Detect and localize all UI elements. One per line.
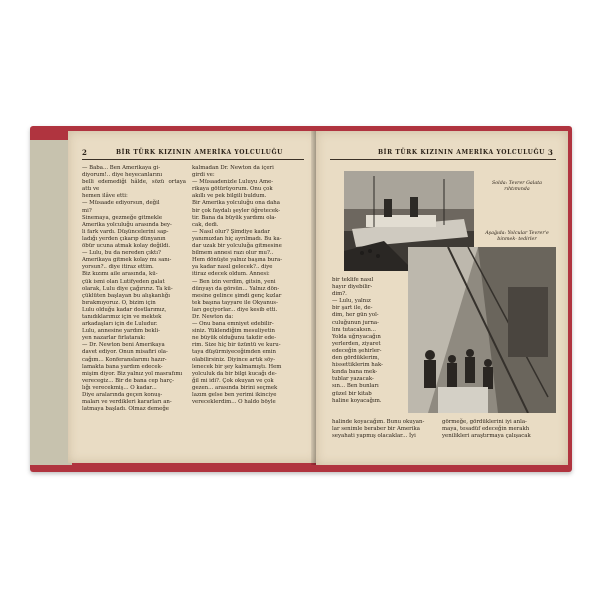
cover-inner-board (30, 140, 72, 465)
left-page (68, 131, 318, 463)
right-page-bottom-text-left: halinde koyacağım. Bunu okuyan- lar senimle beraber bir Amerika seyahati yapmış olacaklar... İyi (332, 419, 425, 440)
left-page-number: 2 (82, 148, 87, 157)
right-page (316, 131, 568, 465)
left-page-column-1: — Baba... Ben Amerikaya gi- diyorum!.. diye heyecanlarını belli edemediği hâlde, sözü ortaya attı ve hemen ilâve etti: — Müsaade ediyorsun, değil mi? Sinemaya, gezmeğe gitmekle Amerika yolculuğu arasında bey- li fark vardı. Düşüncelerini sap- ladığı yerden çıkarıp dünyanın öbür ucuna atmak kolay değildi. — Lulu, bu da nereden çıktı? Amerikaya gitmek kolay mı sanı- yorsun?.. diye itiraz ettim. Biz kızımı aile arasında, kü- çük ismi olan Lutifyeden galat olarak, Lulu diye çağırırız. Ta kü- çüklüten başlayan bu alışkanlığı bırakmıyoruz. O, bizim için Lulu olduğu kadar dostlarımız, tanıdıklarımız için ve mektek arkadaşları için de Luludur. Lulu, annesine yardım bekli- yen nazarlar fırlatarak: — Dr. Newton beni Amerikaya davet ediyor. Onun misafiri ola- cağım... Konferanslarımı hazır- lamakta bana yardım edecek- mişim diyor. Biz yalnız yol masrafımı verecegiz... Bir de bana cep harç- lığı verecekmiş... O kadar... Diye aralarında geçen konuş- maları ve verdikleri kararları an- latmaya başladı. Olmaz demeğe (82, 165, 186, 413)
left-running-title: BİR TÜRK KIZININ AMERİKA YOLCULUĞU (116, 149, 284, 156)
right-page-bottom-text-right: görmeğe, gördüklerini iyi anla- maya, tesadüf edeceğin merakh yenilikleri araştırmaya çalışacak (442, 419, 531, 440)
left-header-rule (82, 159, 304, 160)
left-page-column-2: kalmadan Dr. Newton da içeri girdi ve: — Müsaadenizle Luluyu Ame- rikaya götürüyorum. Onu çok akıllı ve pek bilgili buldum. Bir Amerika yolculuğu ona daha bir çok faydalı şeyler öğretecek- tir. Bana da büyük yardımı ola- cak, dedi. — Nasıl olur? Şimdiye kadar yanımızdan hiç ayrılmadı. Bu ka- dar uzak bir yolculuğa gitmesine bilmem annesi razı olur mu?.. Hem dönüşte yalnız başına bura- ya kadar nasıl gelecek?.. diye itiraz edecek oldum. Annesi: — Ben izin verdim, gitsin, yeni dünyayı da görsün... Yalnız dön- mesine gelince şimdi genç kızlar tek başına tayyare ile Okyanus- ları geçiyorlar... diye kesib etti. Dr. Newton da: — Onu bana emniyet edebilir- siniz. Yüklendiğim mesuliyetin ne büyük olduğunu takdir ede- rim. Size hiç bir üzüntü ve kuru- taya düşürmiyeceğimden emin olabilirsiniz. Diyince artık söy- lenecek bir şey kalmamıştı. Hem yolculuk da bir bilgi kucağı de- ğil mi idi?. Çok okuyan ve çok gezen... arasında birini seçmek lazım gelse ben yerimi ikinciye vereceklerdim... O haldo böyle (192, 165, 283, 406)
right-page-column-text: bir teklife nasıl hayır diyebilir- dim?. — Lulu, yalnız bir şart ile, de- dim, her gün yol- culuğunun jurna- lını tutacaksın... Yolda uğrıyacağın yerlerden, ziyaret edeceğin şehirler- den gördüklerim, hissettiklerim hak- kında bana mek- tublar yazacak- sın... Ben bunları güzel bir kitab haline koyacağım. (332, 277, 383, 404)
right-page-number: 3 (548, 148, 553, 157)
right-running-title: BİR TÜRK KIZININ AMERİKA YOLCULUĞU (378, 149, 546, 156)
passengers-boarding-photo (408, 247, 556, 413)
photo-caption-bottom: Aşağıda: Yolcular Tevrer'e binmek- tedirler (485, 231, 549, 242)
right-header-rule (330, 159, 556, 160)
photo-caption-top: Solda: Tevrer Galata rıhtımında (492, 181, 542, 192)
